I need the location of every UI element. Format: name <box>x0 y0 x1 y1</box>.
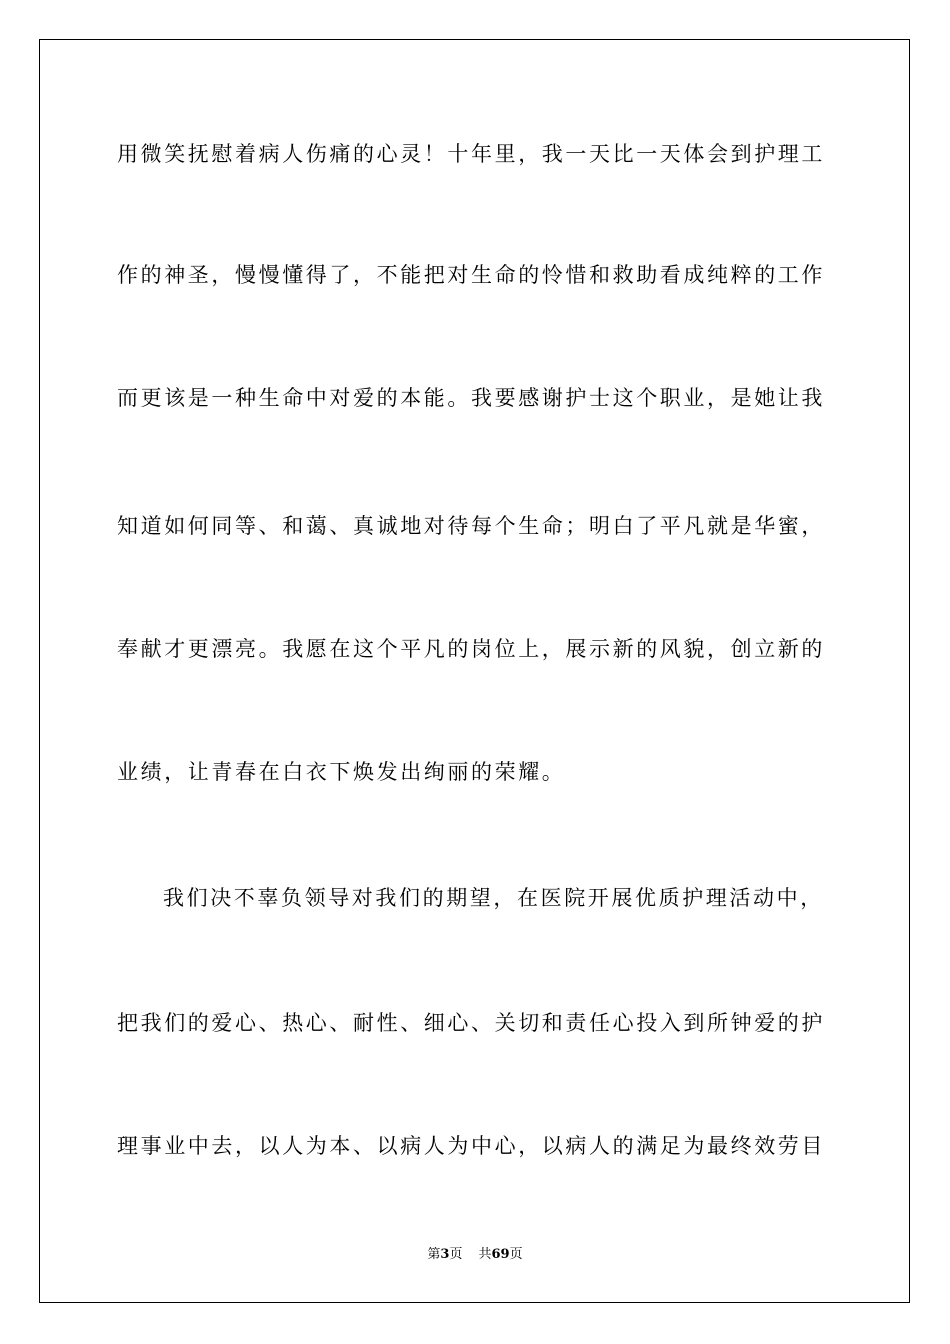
body-text-line-2: 作的神圣，慢慢懂得了，不能把对生命的怜惜和救助看成纯粹的工作 <box>117 263 825 287</box>
body-text-line-9: 理事业中去，以人为本、以病人为中心，以病人的满足为最终效劳目 <box>117 1134 825 1158</box>
page-frame <box>39 39 910 1303</box>
total-suffix: 页 <box>509 1247 523 1262</box>
body-text-line-3: 而更该是一种生命中对爱的本能。我要感谢护士这个职业，是她让我 <box>117 386 825 410</box>
body-text-line-5: 奉献才更漂亮。我愿在这个平凡的岗位上，展示新的风貌，创立新的 <box>117 637 825 661</box>
page-footer <box>0 1246 950 1264</box>
body-text-line-4: 知道如何同等、和蔼、真诚地对待每个生命；明白了平凡就是华蜜， <box>117 514 825 538</box>
total-pages: 69 <box>491 1247 510 1262</box>
page-suffix: 页 <box>449 1247 463 1262</box>
page-number: 3 <box>440 1247 450 1262</box>
body-text-line-8: 把我们的爱心、热心、耐性、细心、关切和责任心投入到所钟爱的护 <box>117 1011 825 1035</box>
page-prefix: 第 <box>427 1247 441 1262</box>
body-text-line-6: 业绩，让青春在白衣下焕发出绚丽的荣耀。 <box>117 760 566 784</box>
paragraph-first-line: 我们决不辜负领导对我们的期望，在医院开展优质护理活动中， <box>163 886 824 910</box>
body-text-line-1: 用微笑抚慰着病人伤痛的心灵！十年里，我一天比一天体会到护理工 <box>117 142 825 166</box>
total-prefix: 共 <box>478 1247 492 1262</box>
